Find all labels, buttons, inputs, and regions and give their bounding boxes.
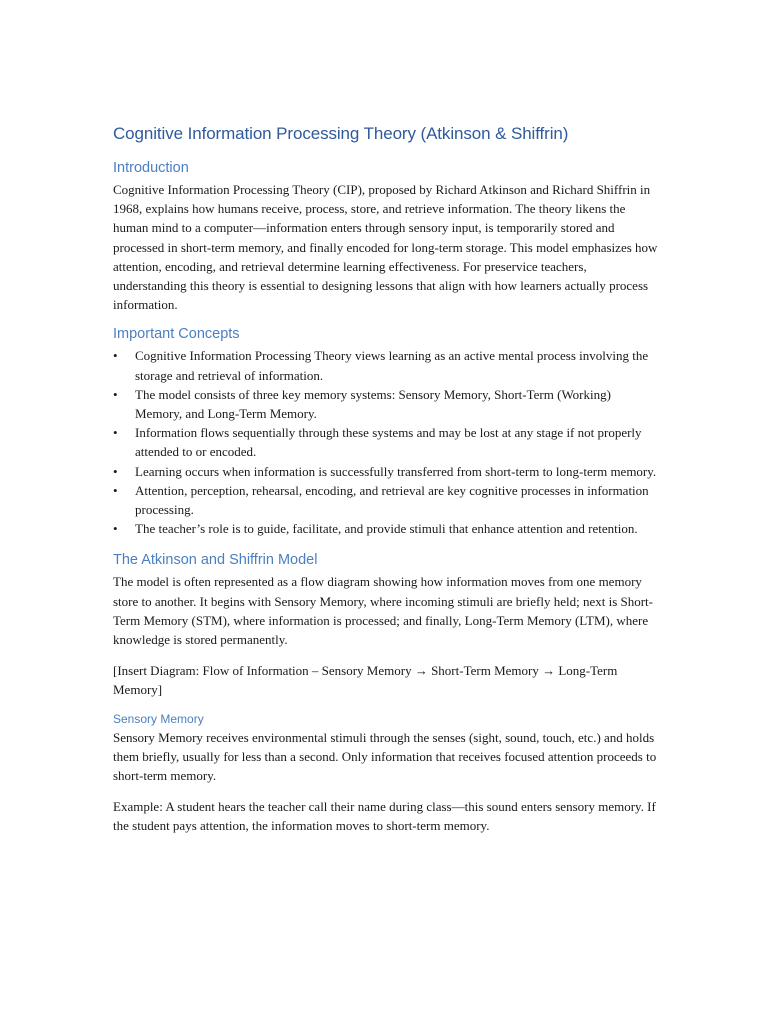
- diagram-placeholder: [Insert Diagram: Flow of Information – Sensory Memory → Short-Term Memory → Long-Term Memory]: [113, 663, 618, 698]
- bullet-icon: •: [113, 425, 118, 441]
- introduction-heading: Introduction: [113, 160, 189, 176]
- list-item: [113, 481, 658, 519]
- list-item: [113, 462, 658, 481]
- list-item: [113, 385, 658, 423]
- model-section: [113, 552, 658, 699]
- document-body: [113, 124, 658, 848]
- sensory-section: [113, 712, 658, 836]
- list-item: [113, 519, 658, 538]
- list-item-text: The model consists of three key memory systems: Sensory Memory, Short-Term (Working) Memory, and Long-Term Memory.: [135, 386, 611, 422]
- list-item-text: Learning occurs when information is successfully transferred from short-term to long-term memory.: [135, 463, 657, 479]
- list-item: [113, 423, 658, 461]
- list-item-text: Cognitive Information Processing Theory views learning as an active mental process involving the storage and retrieval of information.: [135, 348, 649, 383]
- list-item-text: Attention, perception, rehearsal, encoding, and retrieval are key cognitive processes in information processing.: [135, 482, 649, 518]
- concepts-section: [113, 326, 658, 538]
- bullet-icon: •: [113, 521, 118, 537]
- bullet-icon: •: [113, 463, 118, 479]
- bullet-icon: •: [113, 348, 118, 364]
- list-item: [113, 346, 658, 384]
- sensory-example: Example: A student hears the teacher call their name during class—this sound enters sensory memory. If the student pays attention, the information moves to short-term memory.: [113, 799, 656, 834]
- bullet-icon: •: [113, 482, 118, 498]
- introduction-section: [113, 160, 658, 314]
- sensory-heading: Sensory Memory: [113, 711, 204, 726]
- sensory-paragraph: Sensory Memory receives environmental stimuli through the senses (sight, sound, touch, etc.) and holds them briefly, usually for less than a second. Only information that receives focused attention proceeds to short-term memory.: [113, 729, 657, 784]
- introduction-paragraph: Cognitive Information Processing Theory (CIP), proposed by Richard Atkinson and Richard Shiffrin in 1968, explains how humans receive, process, store, and retrieve information. The theory likens the human mind to a computer—information enters through sensory input, is temporarily stored and processed in short-term memory, and finally encoded for long-term storage. This model emphasizes how attention, encoding, and retrieval determine learning effectiveness. For preservice teachers, understanding this theory is essential to designing lessons that align with how learners actually process information.: [113, 182, 658, 313]
- bullet-icon: •: [113, 386, 118, 402]
- list-item-text: The teacher’s role is to guide, facilitate, and provide stimuli that enhance attention and retention.: [135, 521, 638, 537]
- list-item-text: Information flows sequentially through these systems and may be lost at any stage if not properly attended to or encoded.: [135, 425, 642, 460]
- model-paragraph: The model is often represented as a flow diagram showing how information moves from one memory store to another. It begins with Sensory Memory, where incoming stimuli are briefly held; next is Short-Term Memory (STM), where information is processed; and finally, Long-Term Memory (LTM), where knowledge is stored permanently.: [113, 574, 654, 648]
- concepts-list: [113, 346, 658, 538]
- concepts-heading: Important Concepts: [113, 326, 240, 343]
- model-heading: The Atkinson and Shiffrin Model: [113, 552, 318, 569]
- document-title: Cognitive Information Processing Theory (Atkinson & Shiffrin): [113, 124, 569, 143]
